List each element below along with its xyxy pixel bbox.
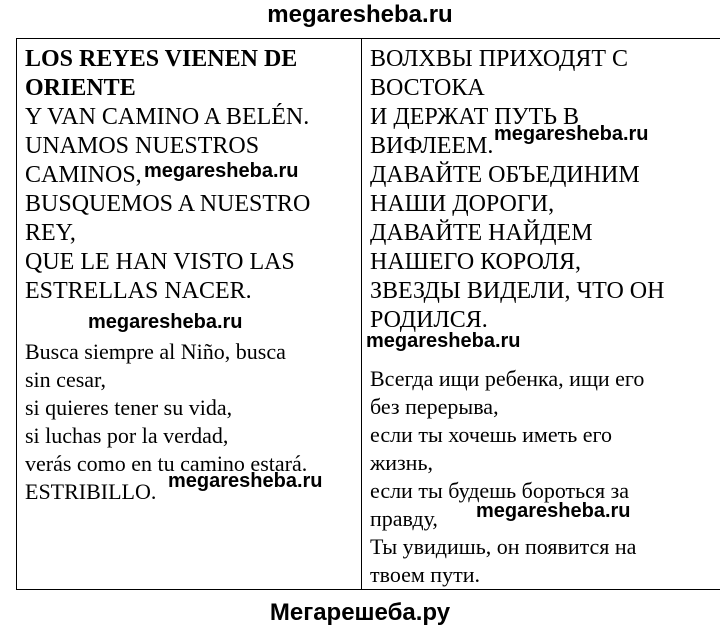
lyric-line: sin cesar, (25, 367, 106, 392)
watermark-text: megaresheba.ru (494, 123, 649, 145)
lyric-line: И ДЕРЖАТ ПУТЬ В (370, 104, 580, 130)
lyric-line: ВОЛХВЫ ПРИХОДЯТ С (370, 46, 628, 72)
lyric-line: CAMINOS, (25, 162, 142, 188)
lyric-line: Ты увидишь, он появится на (370, 534, 637, 559)
watermark-text: megaresheba.ru (476, 500, 631, 522)
lyric-line: если ты будешь бороться за (370, 478, 630, 503)
lyric-line: жизнь, (370, 450, 433, 475)
lyric-line: без перерыва, (370, 394, 499, 419)
lyric-line: UNAMOS NUESTROS (25, 133, 260, 159)
lyric-line: QUE LE HAN VISTO LAS (25, 249, 295, 275)
lyric-line: ESTRIBILLO. (25, 479, 157, 504)
lyric-line: РОДИЛСЯ. (370, 307, 488, 333)
lyric-line: если ты хочешь иметь его (370, 422, 612, 447)
song-title-line: LOS REYES VIENEN DE (25, 46, 298, 72)
lyric-line: verás como en tu camino estará. (25, 451, 308, 476)
lyric-line: НАШИ ДОРОГИ, (370, 191, 555, 217)
lyric-line: si quieres tener su vida, (25, 395, 233, 420)
lyric-line: НАШЕГО КОРОЛЯ, (370, 249, 581, 275)
lyric-line: правду, (370, 506, 438, 531)
lyric-line: BUSQUEMOS A NUESTRO (25, 191, 311, 217)
lyric-line: ДАВАЙТЕ ОБЪЕДИНИМ (370, 162, 640, 188)
lyric-line: Busca siempre al Niño, busca (25, 339, 286, 364)
lyric-line: REY, (25, 220, 76, 246)
lyric-line: ВОСТОКА (370, 75, 485, 101)
watermark-text: megaresheba.ru (88, 311, 243, 333)
lyric-line: ДАВАЙТЕ НАЙДЕМ (370, 220, 593, 246)
lyric-line: Y VAN CAMINO A BELÉN. (25, 104, 310, 130)
lyric-line: твоем пути. (370, 562, 480, 587)
site-header: megaresheba.ru (267, 1, 453, 28)
song-title-line: ORIENTE (25, 75, 136, 101)
lyric-line: ESTRELLAS NACER. (25, 278, 252, 304)
lyric-line: ЗВЕЗДЫ ВИДЕЛИ, ЧТО ОН (370, 278, 665, 304)
watermark-text: megaresheba.ru (366, 330, 521, 352)
stanza-2 (370, 365, 712, 589)
lyric-line: Всегда ищи ребенка, ищи его (370, 366, 645, 391)
lyric-line: ВИФЛЕЕМ. (370, 133, 494, 159)
site-footer: Мегарешеба.ру (269, 599, 451, 626)
lyric-line: si luchas por la verdad, (25, 423, 229, 448)
watermark-text: megaresheba.ru (168, 470, 323, 492)
watermark-text: megaresheba.ru (144, 160, 299, 182)
